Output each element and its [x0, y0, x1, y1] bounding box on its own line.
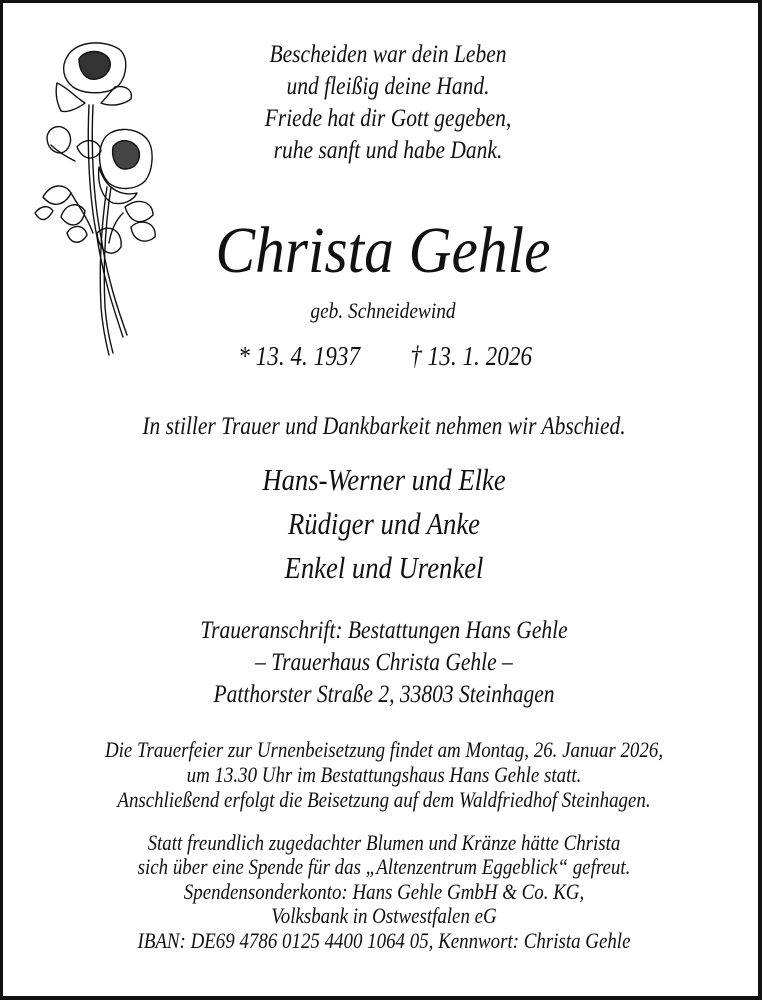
death-date: † 13. 1. 2026	[410, 341, 533, 371]
maiden-name: geb. Schneidewind	[310, 298, 456, 323]
farewell-text: In stiller Trauer und Dankbarkeit nehmen wir Abschied.	[142, 413, 626, 440]
donation-details	[56, 831, 711, 953]
address-line: Patthorster Straße 2, 33803 Steinhagen	[213, 681, 555, 708]
birth-date: * 13. 4. 1937	[238, 341, 361, 371]
mourning-address	[56, 615, 711, 711]
verse-line: Friede hat dir Gott gegeben,	[264, 105, 512, 132]
mourner: Hans-Werner und Elke	[262, 462, 506, 497]
donation-line: IBAN: DE69 4786 0125 4400 1064 05, Kennwort: Christa Gehle	[137, 927, 631, 953]
funeral-line: Die Trauerfeier zur Urnenbeisetzung findet am Montag, 26. Januar 2026,	[104, 737, 664, 762]
verse-line: und fleißig deine Hand.	[286, 73, 490, 100]
donation-line: Volksbank in Ostwestfalen eG	[271, 903, 497, 929]
mourner: Rüdiger und Anke	[287, 506, 481, 541]
mourners-list	[56, 458, 711, 590]
address-line: – Trauerhaus Christa Gehle –	[255, 649, 513, 676]
funeral-line: Anschließend erfolgt die Beisetzung auf dem Waldfriedhof Steinhagen.	[117, 787, 651, 812]
funeral-line: um 13.30 Uhr im Bestattungshaus Hans Gehle statt.	[186, 762, 582, 787]
address-line: Traueranschrift: Bestattungen Hans Gehle	[200, 617, 568, 644]
verse-line: Bescheiden war dein Leben	[269, 41, 507, 68]
deceased-name: Christa Gehle	[215, 214, 551, 287]
donation-line: sich über eine Spende für das „Altenzentrum Eggeblick“ gefreut.	[137, 854, 631, 880]
donation-line: Statt freundlich zugedachter Blumen und Kränze hätte Christa	[147, 830, 621, 855]
mourner: Enkel und Urenkel	[284, 550, 484, 585]
funeral-details	[56, 737, 711, 812]
verse	[186, 39, 590, 167]
donation-line: Spendensonderkonto: Hans Gehle GmbH & Co. KG,	[183, 878, 585, 904]
verse-line: ruhe sanft und habe Dank.	[273, 137, 503, 164]
